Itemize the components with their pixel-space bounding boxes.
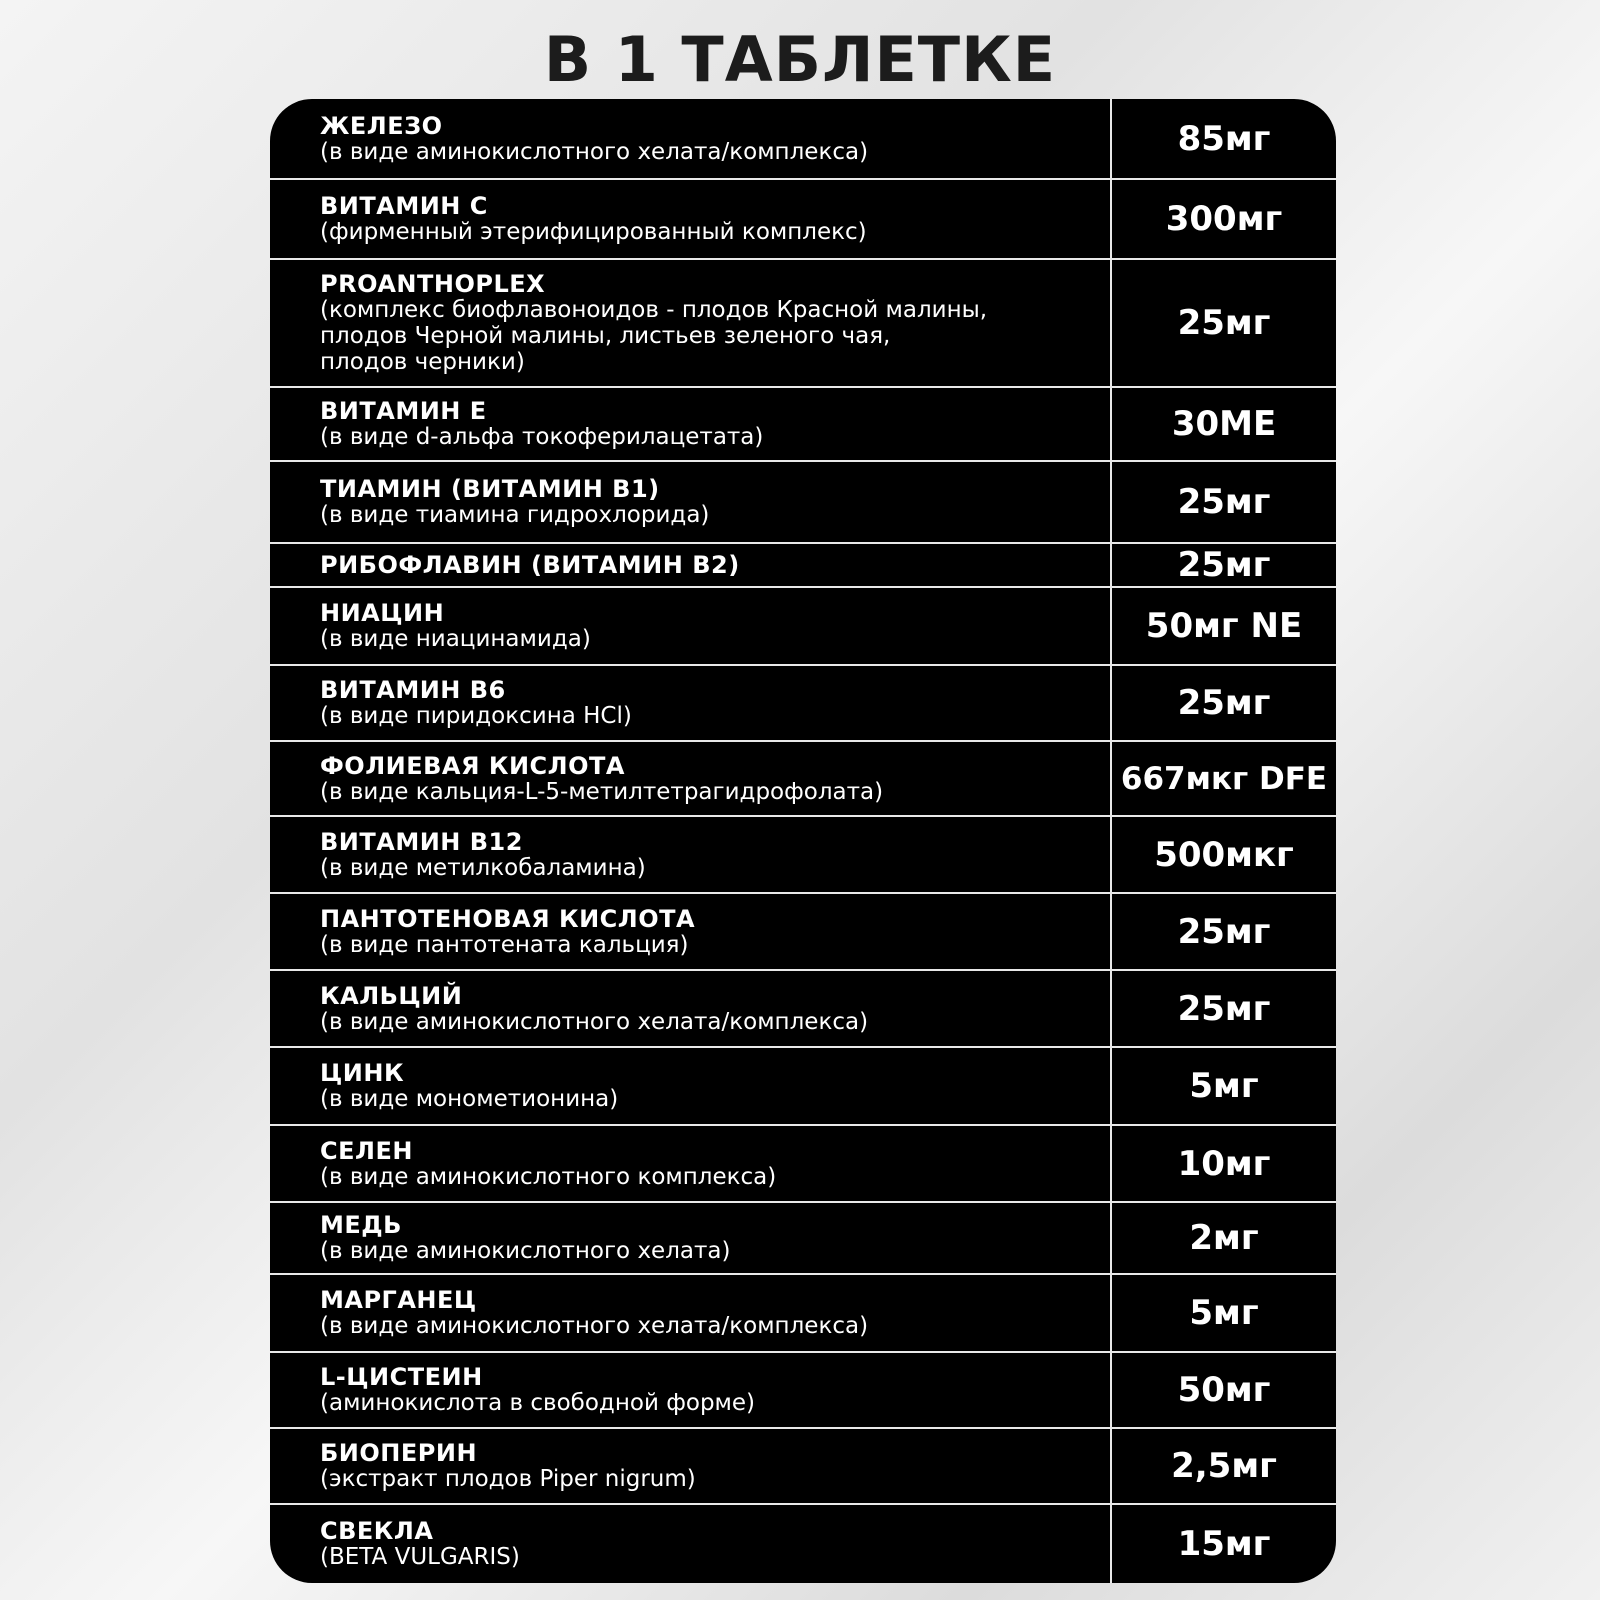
ingredient-name: ВИТАМИН E <box>320 397 487 425</box>
ingredient-name: РИБОФЛАВИН (ВИТАМИН B2) <box>320 551 740 579</box>
ingredient-cell <box>320 1504 1100 1583</box>
ingredient-name: L-ЦИСТЕИН <box>320 1363 483 1391</box>
ingredient-name: ФОЛИЕВАЯ КИСЛОТА <box>320 751 625 780</box>
ingredient-amount: 50мг NE <box>1145 606 1303 646</box>
table-row <box>270 665 1336 741</box>
ingredients-table <box>270 99 1336 1583</box>
ingredient-cell <box>320 99 1100 179</box>
ingredient-cell <box>320 816 1100 893</box>
table-row <box>270 543 1336 587</box>
ingredient-description: (экстракт плодов Piper nigrum) <box>320 1466 696 1492</box>
ingredient-amount: 667мкг DFE <box>1120 760 1328 797</box>
ingredient-amount: 2мг <box>1189 1218 1259 1258</box>
ingredient-cell <box>320 259 1100 387</box>
table-row <box>270 1125 1336 1202</box>
table-row <box>270 1504 1336 1583</box>
ingredient-cell <box>320 1202 1100 1274</box>
ingredient-description: (фирменный этерифицированный комплекс) <box>320 219 867 245</box>
ingredient-cell <box>320 893 1100 970</box>
ingredient-cell <box>320 461 1100 543</box>
ingredient-description: (в виде метилкобаламина) <box>320 854 646 881</box>
table-row <box>270 893 1336 970</box>
ingredient-description: (в виде пиридоксина HCl) <box>320 703 632 729</box>
ingredient-cell <box>320 587 1100 665</box>
ingredient-name: СЕЛЕН <box>320 1136 413 1165</box>
ingredient-amount: 85мг <box>1177 119 1271 159</box>
table-row <box>270 587 1336 665</box>
table-row <box>270 741 1336 816</box>
ingredient-cell <box>320 1047 1100 1125</box>
ingredient-amount: 25мг <box>1177 683 1271 723</box>
ingredient-description: (в виде аминокислотного хелата/комплекса) <box>320 1313 869 1339</box>
ingredient-name: ВИТАМИН C <box>320 192 488 220</box>
ingredient-name: ВИТАМИН B12 <box>320 827 523 856</box>
ingredient-cell <box>320 1125 1100 1202</box>
table-row <box>270 461 1336 543</box>
ingredient-name: ПАНТОТЕНОВАЯ КИСЛОТА <box>320 904 696 933</box>
ingredient-description: (в виде монометионина) <box>320 1086 619 1112</box>
table-row <box>270 1428 1336 1504</box>
ingredient-name: БИОПЕРИН <box>320 1439 478 1467</box>
ingredient-name: МЕДЬ <box>320 1211 402 1239</box>
ingredient-name: НИАЦИН <box>320 599 445 627</box>
table-row <box>270 1274 1336 1352</box>
table-row <box>270 1202 1336 1274</box>
ingredient-name: ЖЕЛЕЗО <box>320 112 443 140</box>
page-title: В 1 ТАБЛЕТКЕ <box>543 23 1057 96</box>
ingredient-description: (в виде кальция-L-5-метилтетрагидрофолата) <box>320 778 884 805</box>
ingredient-amount: 500мкг <box>1154 834 1294 875</box>
ingredient-description: (BETA VULGARIS) <box>320 1543 520 1570</box>
ingredient-amount: 2,5мг <box>1171 1446 1277 1486</box>
ingredient-cell <box>320 1274 1100 1352</box>
ingredient-name: СВЕКЛА <box>320 1516 434 1545</box>
ingredient-amount: 10мг <box>1177 1143 1271 1184</box>
ingredient-amount: 25мг <box>1177 303 1271 343</box>
table-row <box>270 1352 1336 1428</box>
ingredient-cell <box>320 1352 1100 1428</box>
table-row <box>270 99 1336 179</box>
ingredient-name: ТИАМИН (ВИТАМИН B1) <box>320 475 660 503</box>
table-row <box>270 1047 1336 1125</box>
ingredient-description: (в виде тиамина гидрохлорида) <box>320 502 710 528</box>
table-row <box>270 970 1336 1047</box>
ingredient-amount: 25мг <box>1177 545 1271 585</box>
ingredient-description: (в виде ниацинамида) <box>320 626 591 652</box>
ingredient-amount: 25мг <box>1177 482 1271 522</box>
ingredient-name: PROANTHOPLEX <box>320 270 546 298</box>
ingredient-amount: 15мг <box>1177 1523 1271 1564</box>
ingredient-cell <box>320 543 1100 587</box>
ingredient-amount: 300мг <box>1165 199 1283 239</box>
ingredient-amount: 50мг <box>1177 1370 1271 1410</box>
ingredient-cell <box>320 665 1100 741</box>
ingredient-description: (в виде d-альфа токоферилацетата) <box>320 424 764 450</box>
ingredient-description: (в виде пантотената кальция) <box>320 931 689 958</box>
ingredient-name: МАРГАНЕЦ <box>320 1286 477 1314</box>
ingredient-amount: 25мг <box>1177 911 1271 952</box>
ingredient-description: (комплекс биофлавоноидов - плодов Красной малины, плодов Черной малины, листьев зеленого чая, плодов черники) <box>320 297 988 375</box>
ingredient-amount: 25мг <box>1177 988 1271 1029</box>
ingredient-cell <box>320 970 1100 1047</box>
ingredient-cell <box>320 179 1100 259</box>
ingredient-name: ЦИНК <box>320 1059 405 1087</box>
ingredient-description: (в виде аминокислотного хелата/комплекса) <box>320 1008 869 1035</box>
table-row <box>270 816 1336 893</box>
table-row <box>270 179 1336 259</box>
ingredient-description: (в виде аминокислотного хелата/комплекса) <box>320 139 869 165</box>
ingredient-description: (в виде аминокислотного хелата) <box>320 1238 731 1264</box>
ingredient-name: КАЛЬЦИЙ <box>320 981 463 1010</box>
ingredient-amount: 5мг <box>1189 1066 1259 1106</box>
ingredient-amount: 30МЕ <box>1171 404 1277 444</box>
table-row <box>270 387 1336 461</box>
ingredient-cell <box>320 387 1100 461</box>
ingredient-cell <box>320 741 1100 816</box>
ingredient-description: (в виде аминокислотного комплекса) <box>320 1163 777 1190</box>
table-row <box>270 259 1336 387</box>
ingredient-cell <box>320 1428 1100 1504</box>
ingredient-amount: 5мг <box>1189 1293 1259 1333</box>
ingredient-name: ВИТАМИН B6 <box>320 676 506 704</box>
ingredient-description: (аминокислота в свободной форме) <box>320 1390 756 1416</box>
